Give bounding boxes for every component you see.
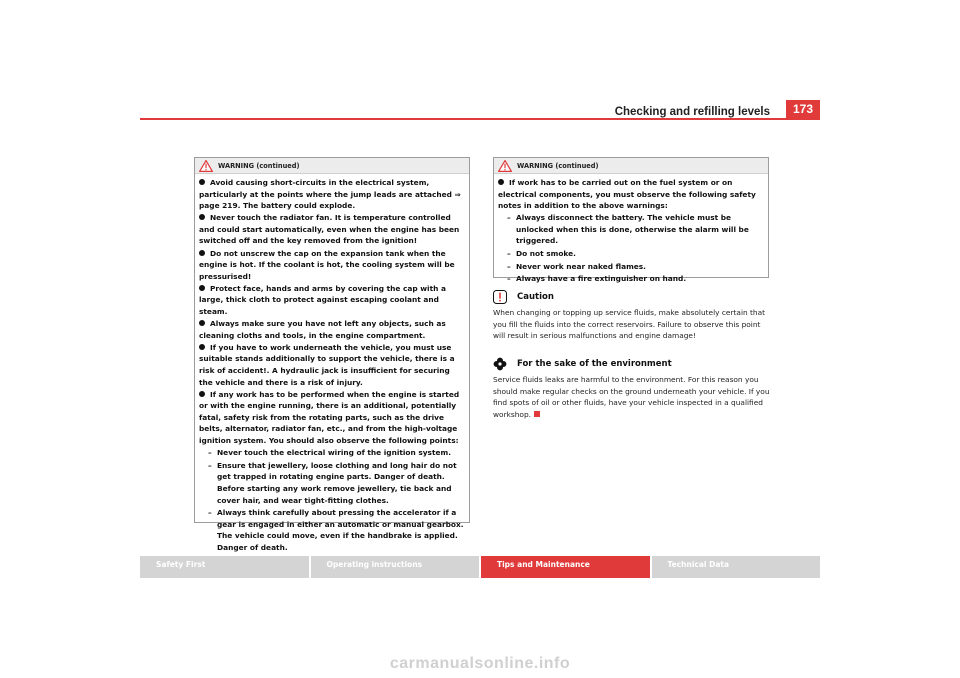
warning-bullet: Never touch the radiator fan. It is temperature controlled and could start automatically, even when the engine has been switched off and the key removed from the ignition! [199,213,460,246]
bullet-icon [199,179,205,185]
footer-tab-tips-and-maintenance[interactable]: Tips and Maintenance [481,556,650,578]
left-warning-header [195,158,469,174]
warning-subpoint: – Never work near naked flames. [507,261,646,271]
footer-nav [140,556,820,578]
environment-text: Service fluids leaks are harmful to the environment. For this reason you should make regular checks on the ground underneath your vehicle. If you find spots of oil or other fluids, have your vehicle inspected in a qualified workshop. [493,375,770,419]
warning-triangle-icon [498,160,512,172]
right-warning-body [494,174,768,288]
dash-icon: – [208,460,212,470]
header-rule [140,118,820,120]
warning-bullet: Protect face, hands and arms by covering the cap with a large, thick cloth to protect against escaping coolant and steam. [199,283,446,317]
dash-icon: – [507,274,511,284]
bullet-icon [199,285,205,291]
bullet-icon [199,344,205,350]
end-of-section-icon [534,411,540,417]
dash-icon: – [507,213,511,223]
page-number: 173 [786,100,820,118]
left-warning-box [194,157,470,552]
bullet-icon [199,214,205,220]
warning-subpoint: – Always disconnect the battery. The vehicle must be unlocked when this is done, otherwise the alarm will be triggered. [507,213,749,246]
left-warning-body [195,174,469,557]
warning-bullet: Do not unscrew the cap on the expansion tank when the engine is hot. If the coolant is hot, the cooling system will be pressurised! [199,248,455,281]
warning-subpoint: – Do not smoke. [507,249,576,259]
header-title: Checking and refilling levels [614,106,770,118]
bullet-icon [199,320,205,326]
warning-bullet: Avoid causing short-circuits in the electrical system, particularly at the points where the jump leads are attached ⇒ page 219. The battery could explode. [199,178,461,211]
caution-text: When changing or topping up service fluids, make absolutely certain that you fill the fluids into the correct reservoirs. Failure to observe this point will result in serious malfunctions and engine damage! [493,308,766,341]
right-warning-header [494,158,768,174]
environment-title: For the sake of the environment [517,359,672,369]
environment-section [493,357,770,420]
environment-heading [493,357,770,371]
warning-label: WARNING (continued) [517,161,599,170]
watermark: carmanualsonline.info [389,655,571,672]
warning-subpoint: – Ensure that jewellery, loose clothing and long hair do not get trapped in rotating engine parts. Danger of death. Before starting any work remove jewellery, tie back and cover hair, and wear tight-fitting clothes. [208,460,457,505]
warning-subpoint: – Always think carefully about pressing the accelerator if a gear is engaged in either an automatic or manual gearbox. The vehicle could move, even if the handbrake is applied. Danger of death. [208,508,464,552]
footer-tab-operating-instructions[interactable]: Operating instructions [311,556,480,578]
bullet-icon [199,250,205,256]
warning-subpoint: – Never touch the electrical wiring of the ignition system. [208,448,452,458]
warning-triangle-icon [199,160,213,172]
warning-bullet: If any work has to be performed when the engine is started or with the engine running, there is an additional, potentially fatal, safety risk from the rotating parts, such as the drive belts, alternator, radiator fan, etc., and from the high-voltage ignition system. You should also observe the following points: [199,389,460,446]
caution-title: Caution [517,292,554,302]
caution-section [493,290,770,342]
caution-heading [493,290,770,304]
warning-bullet: If work has to be carried out on the fuel system or on electrical components, you must observe the following safety notes in addition to the above warnings: [498,178,756,211]
right-warning-box [493,157,769,284]
warning-bullet: Always make sure you have not left any objects, such as cleaning cloths and tools, in the engine compartment. [199,319,446,340]
dash-icon: – [507,261,511,271]
footer-tab-safety-first[interactable]: Safety First [140,556,309,578]
bullet-icon [199,391,205,397]
dash-icon: – [208,448,212,458]
dash-icon: – [208,508,212,518]
footer-tab-technical-data[interactable]: Technical Data [652,556,821,578]
dash-icon: – [507,249,511,259]
flower-environment-icon [493,357,507,371]
caution-exclamation-icon [493,290,507,304]
warning-label: WARNING (continued) [218,161,300,170]
bullet-icon [498,179,504,185]
warning-bullet: If you have to work underneath the vehicle, you must use suitable stands additionally to support the vehicle, there is a risk of accident!. A hydraulic jack is insufficient for securing the vehicle and there is a risk of injury. [199,342,455,387]
warning-subpoint: – Always have a fire extinguisher on hand. [507,274,687,284]
